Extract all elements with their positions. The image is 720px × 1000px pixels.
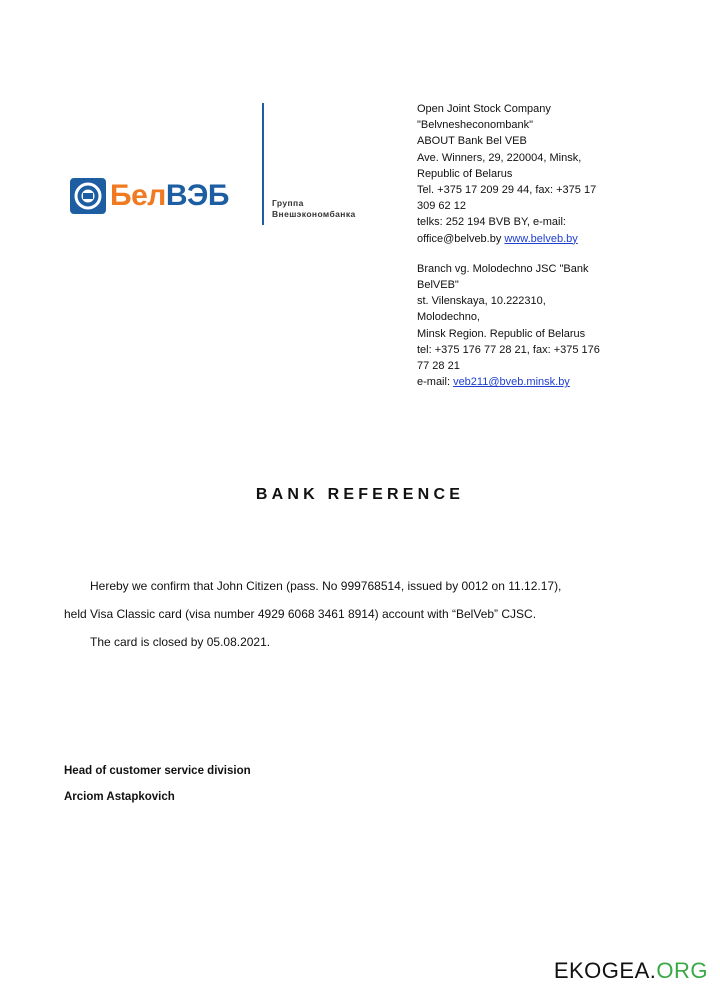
address-line: "Belvnesheconombank" xyxy=(417,119,534,132)
body-line-2: held Visa Classic card (visa number 4929 6068 3461 8914) account with “BelVeb” CJSC. xyxy=(64,607,537,621)
logo-wordmark-part1: Бел xyxy=(110,179,166,212)
logo-wordmark-part2: ВЭБ xyxy=(165,179,229,212)
address-line xyxy=(417,231,622,247)
body-line-3: The card is closed by 05.08.2021. xyxy=(90,635,271,649)
logo-wordmark xyxy=(110,178,229,214)
address-line: Republic of Belarus xyxy=(417,167,513,180)
address-line: 77 28 21 xyxy=(417,360,460,373)
bank-logo xyxy=(70,178,229,214)
address-line: Branch vg. Molodechno JSC "Bank xyxy=(417,262,589,275)
signature-block xyxy=(64,765,251,803)
watermark xyxy=(554,958,708,984)
group-label xyxy=(272,198,356,220)
head-office-address xyxy=(417,101,622,247)
address-line: ABOUT Bank Bel VEB xyxy=(417,135,527,148)
email-label: e-mail: xyxy=(417,376,454,389)
reference-body xyxy=(64,576,634,652)
watermark-main: EKOGEA. xyxy=(553,958,657,983)
address-line: 309 62 12 xyxy=(417,200,466,213)
address-line: Minsk Region. Republic of Belarus xyxy=(417,327,586,340)
address-line: Ave. Winners, 29, 220004, Minsk, xyxy=(417,151,582,164)
watermark-suffix: ORG xyxy=(656,958,708,983)
logo-divider xyxy=(262,103,264,225)
head-office-email: office@belveb.by xyxy=(417,232,505,245)
address-line: telks: 252 194 BVB BY, e-mail: xyxy=(417,216,566,229)
group-label-line1: Группа xyxy=(272,198,304,208)
group-label-line2: Внешэкономбанка xyxy=(272,209,356,219)
bank-address-block xyxy=(417,101,622,390)
address-line: st. Vilenskaya, 10.222310, xyxy=(417,295,546,308)
website-link[interactable]: www.belveb.by xyxy=(504,232,578,245)
address-line: Molodechno, xyxy=(417,311,480,324)
address-line: Tel. +375 17 209 29 44, fax: +375 17 xyxy=(417,184,597,197)
body-line-1: Hereby we confirm that John Citizen (pass. No 999768514, issued by 0012 on 11.12.17), xyxy=(90,579,562,593)
address-line: BelVEB" xyxy=(417,279,459,292)
address-line: Open Joint Stock Company xyxy=(417,103,551,115)
address-line xyxy=(417,374,622,390)
address-line: tel: +375 176 77 28 21, fax: +375 176 xyxy=(417,343,600,356)
signatory-position: Head of customer service division xyxy=(64,765,251,777)
signatory-name: Arciom Astapkovich xyxy=(64,791,175,803)
branch-address xyxy=(417,261,622,391)
document-title: BANK REFERENCE xyxy=(255,486,465,503)
branch-email-link[interactable]: veb211@bveb.minsk.by xyxy=(453,376,570,389)
belveb-emblem-icon xyxy=(70,178,106,214)
